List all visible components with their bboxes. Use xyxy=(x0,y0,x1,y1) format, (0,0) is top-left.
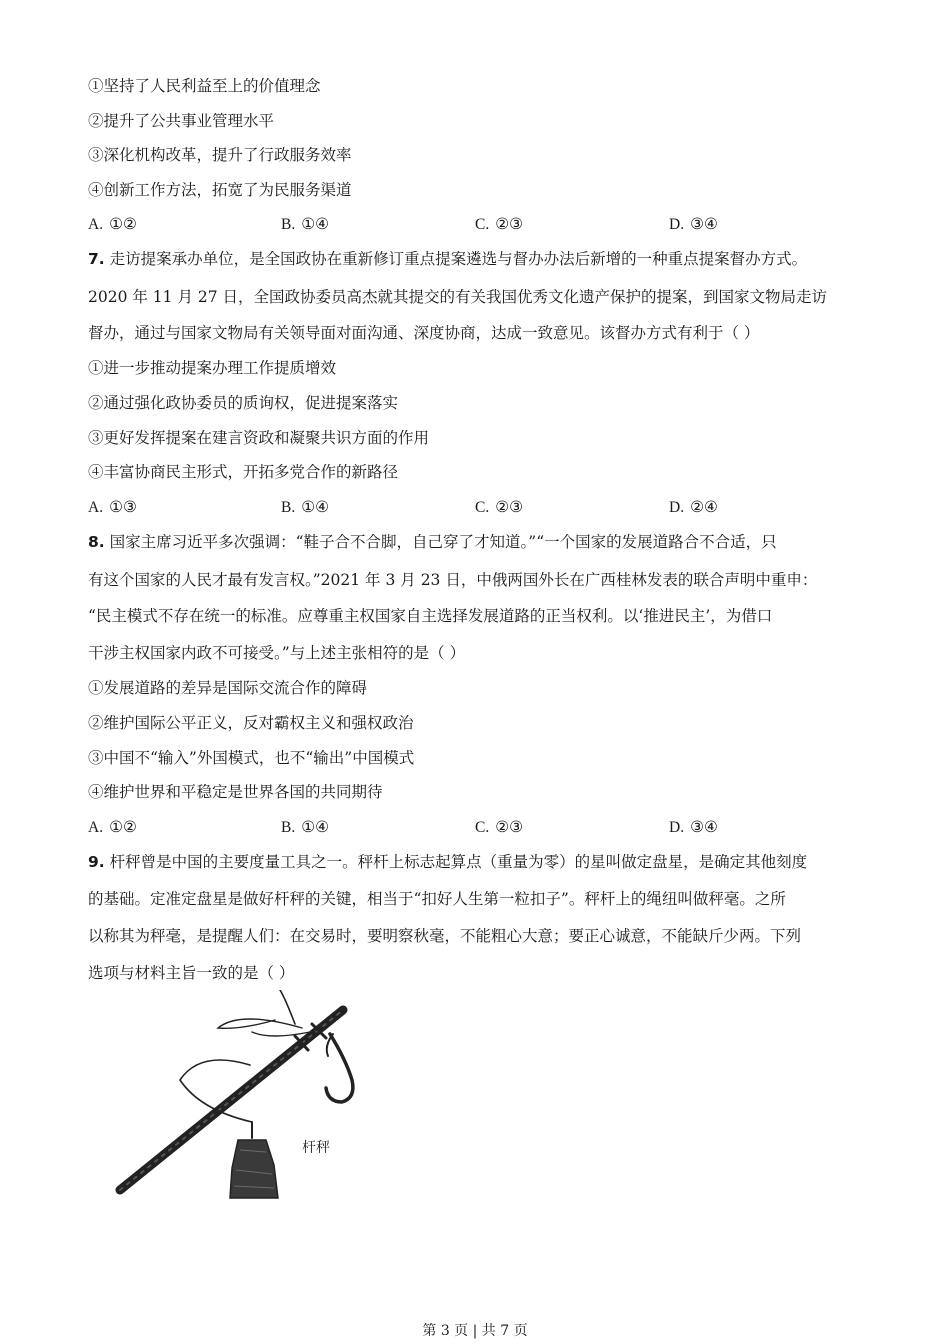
steelyard-hook xyxy=(326,1034,353,1102)
q7-stem-line-3: 督办，通过与国家文物局有关领导面对面沟通、深度协商，达成一致意见。该督办方式有利于（ ） xyxy=(88,324,760,342)
q8-stem-line-2: 有这个国家的人民才最有发言权。”2021 年 3 月 23 日，中俄两国外长在广西桂林发表的联合声明中重申： xyxy=(88,571,818,589)
q7-option-c[interactable]: C. ②③ xyxy=(475,498,524,516)
q9-stem-line-2: 的基础。定准定盘星是做好杆秤的关键，相当于“扣好人生第一粒扣子”。秤杆上的绳纽叫做秤毫。之所 xyxy=(88,890,786,908)
q9-stem-line-3: 以称其为秤毫，是提醒人们：在交易时，要明察秋毫，不能粗心大意；要正心诚意，不能缺斤少两。下列 xyxy=(88,927,802,945)
steelyard-cord xyxy=(280,990,295,1024)
q9-number: 9. xyxy=(88,853,105,871)
q8-option-a[interactable]: A. ①② xyxy=(88,818,137,836)
q8-stem-line-4: 干涉主权国家内政不可接受。”与上述主张相符的是（ ） xyxy=(88,644,466,662)
steelyard-cord xyxy=(252,1032,310,1036)
steelyard-counterweight xyxy=(230,1140,278,1198)
q6-option-a[interactable]: A. ①② xyxy=(88,215,137,233)
q7-statement-4: ④丰富协商民主形式，开拓多党合作的新路径 xyxy=(88,463,399,481)
q7-statement-3: ③更好发挥提案在建言资政和凝聚共识方面的作用 xyxy=(88,429,430,447)
q8-statement-3: ③中国不“输入”外国模式，也不“输出”中国模式 xyxy=(88,749,415,767)
q7-stem-line-2: 2020 年 11 月 27 日，全国政协委员高杰就其提交的有关我国优秀文化遗产保护的提案，到国家文物局走访 xyxy=(88,288,828,306)
q7-statement-1: ①进一步推动提案办理工作提质增效 xyxy=(88,359,337,377)
q8-option-d[interactable]: D. ③④ xyxy=(669,818,718,836)
q7-stem-line-1: 7. 走访提案承办单位，是全国政协在重新修订重点提案遴选与督办办法后新增的一种重点提案督办方式。 xyxy=(88,250,808,268)
q8-statement-2: ②维护国际公平正义，反对霸权主义和强权政治 xyxy=(88,714,414,732)
q6-options xyxy=(88,213,868,235)
q6-option-d[interactable]: D. ③④ xyxy=(669,215,718,233)
q6-option-c[interactable]: C. ②③ xyxy=(475,215,524,233)
q7-statement-2: ②通过强化政协委员的质询权，促进提案落实 xyxy=(88,394,399,412)
steelyard-cord xyxy=(218,1019,302,1028)
q6-statement-2: ②提升了公共事业管理水平 xyxy=(88,112,275,130)
q6-statement-4: ④创新工作方法，拓宽了为民服务渠道 xyxy=(88,181,352,199)
steelyard-figure xyxy=(90,990,370,1210)
q6-statement-3: ③深化机构改革，提升了行政服务效率 xyxy=(88,146,352,164)
q8-option-b[interactable]: B. ①④ xyxy=(281,818,330,836)
q9-stem-line-4: 选项与材料主旨一致的是（ ） xyxy=(88,964,295,982)
q8-number: 8. xyxy=(88,533,105,551)
q8-option-c[interactable]: C. ②③ xyxy=(475,818,524,836)
q8-statement-4: ④维护世界和平稳定是世界各国的共同期待 xyxy=(88,783,383,801)
q7-number: 7. xyxy=(88,250,105,268)
q8-options xyxy=(88,816,868,838)
q9-stem-line-1: 9. 杆秤曾是中国的主要度量工具之一。秤杆上标志起算点（重量为零）的星叫做定盘星，是确定其他刻度 xyxy=(88,853,808,871)
q8-statement-1: ①发展道路的差异是国际交流合作的障碍 xyxy=(88,679,368,697)
q8-stem-line-3: “民主模式不存在统一的标准。应尊重主权国家自主选择发展道路的正当权利。以‘推进民主’，为借口 xyxy=(88,607,773,625)
q6-statement-1: ①坚持了人民利益至上的价值理念 xyxy=(88,77,321,95)
figure-label: 杆秤 xyxy=(302,1140,330,1156)
q8-stem-line-1: 8. 国家主席习近平多次强调：“鞋子合不合脚，自己穿了才知道。”“一个国家的发展道路合不合适，只 xyxy=(88,533,777,551)
q7-options xyxy=(88,496,868,518)
q7-option-a[interactable]: A. ①③ xyxy=(88,498,137,516)
q6-option-b[interactable]: B. ①④ xyxy=(281,215,330,233)
page-footer: 第 3 页 | 共 7 页 xyxy=(422,1323,528,1339)
q7-option-b[interactable]: B. ①④ xyxy=(281,498,330,516)
q7-option-d[interactable]: D. ②④ xyxy=(669,498,718,516)
